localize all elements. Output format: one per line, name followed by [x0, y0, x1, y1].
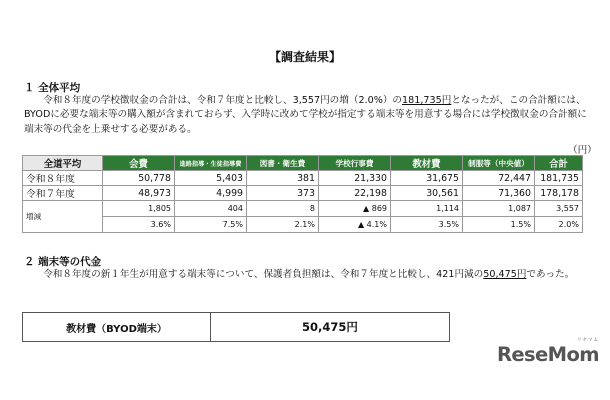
table-cell: 181,735 [535, 171, 583, 186]
table-cell: 1,114 [391, 201, 463, 217]
table-cell: 3.6% [103, 217, 175, 233]
header-total: 合計 [535, 156, 583, 171]
header-guidance-fee: 進路指導・生徒指導費 [175, 156, 247, 171]
byod-cost-label: 教材費（BYOD端末） [23, 313, 211, 342]
unit-label: （円） [568, 145, 597, 156]
table-row-diff [23, 201, 583, 217]
table-cell: 31,675 [391, 171, 463, 186]
table-cell: 48,973 [103, 186, 175, 201]
section2-amount: 50,475円 [483, 269, 527, 280]
table-cell: 1.5% [463, 217, 535, 233]
table-header-row [23, 156, 583, 171]
table-cell: 7.5% [175, 217, 247, 233]
table-cell: 3,557 [535, 201, 583, 217]
table-cell: 373 [247, 186, 319, 201]
header-membership-fee: 会費 [103, 156, 175, 171]
table-cell: ▲ 869 [319, 201, 391, 217]
page-title: 【調査結果】 [268, 50, 341, 64]
resemom-logo [497, 337, 603, 377]
header-materials-fee: 教材費 [391, 156, 463, 171]
row-label: 令和８年度 [23, 171, 103, 186]
section2-text-after: であった。 [526, 269, 575, 280]
section2-heading: ２ 端末等の代金 [24, 256, 102, 268]
table-row [23, 313, 450, 342]
header-library-hygiene-fee: 図書・衛生費 [247, 156, 319, 171]
section1-heading: １ 全体平均 [24, 82, 81, 94]
table-cell: ▲ 4.1% [319, 217, 391, 233]
table-cell: 4,999 [175, 186, 247, 201]
section1-paragraph [24, 94, 594, 137]
section1-total-amount: 181,735円 [402, 95, 452, 106]
byod-cost-value: 50,475円 [211, 313, 450, 342]
table-cell: 3.5% [391, 217, 463, 233]
table-row [23, 171, 583, 186]
diff-label: 増減 [23, 201, 103, 233]
table-cell: 21,330 [319, 171, 391, 186]
table-cell: 30,561 [391, 186, 463, 201]
header-school-events-fee: 学校行事費 [319, 156, 391, 171]
table-cell: 22,198 [319, 186, 391, 201]
table-cell: 1,087 [463, 201, 535, 217]
table-cell: 381 [247, 171, 319, 186]
section1-text-after: となったが、この合計額には、BYODに必要な端末等の購入額が含まれておらず、入学時に改めて学校が指定する端末等を用意する場合には学校徴収金の合計額に端末等の代金を上乗せする必要がある。 [24, 95, 587, 135]
section2-text-before: 令和８年度の新１年生が用意する端末等について、保護者負担額は、令和７年度と比較し、421円減の [43, 269, 484, 280]
header-uniform-median: 制服等（中央値） [463, 156, 535, 171]
table-row [23, 186, 583, 201]
row-label: 令和７年度 [23, 186, 103, 201]
byod-cost-box [22, 312, 450, 342]
table-cell: 178,178 [535, 186, 583, 201]
table-cell: 50,778 [103, 171, 175, 186]
table-cell: 5,403 [175, 171, 247, 186]
table-cell: 2.1% [247, 217, 319, 233]
table-cell: 1,805 [103, 201, 175, 217]
section2-paragraph [24, 268, 594, 282]
logo-wordmark: ReseMom [497, 343, 599, 366]
table-row-diff-percent [23, 217, 583, 233]
table-cell: 71,360 [463, 186, 535, 201]
header-region: 全道平均 [23, 156, 103, 171]
table-cell: 8 [247, 201, 319, 217]
logo-kana: リセマム [577, 338, 599, 343]
table-cell: 2.0% [535, 217, 583, 233]
table-cell: 404 [175, 201, 247, 217]
expense-table [22, 155, 583, 233]
table-cell: 72,447 [463, 171, 535, 186]
section1-text-before: 令和８年度の学校徴収金の合計は、令和７年度と比較し、3,557円の増（2.0%）の [43, 95, 403, 106]
